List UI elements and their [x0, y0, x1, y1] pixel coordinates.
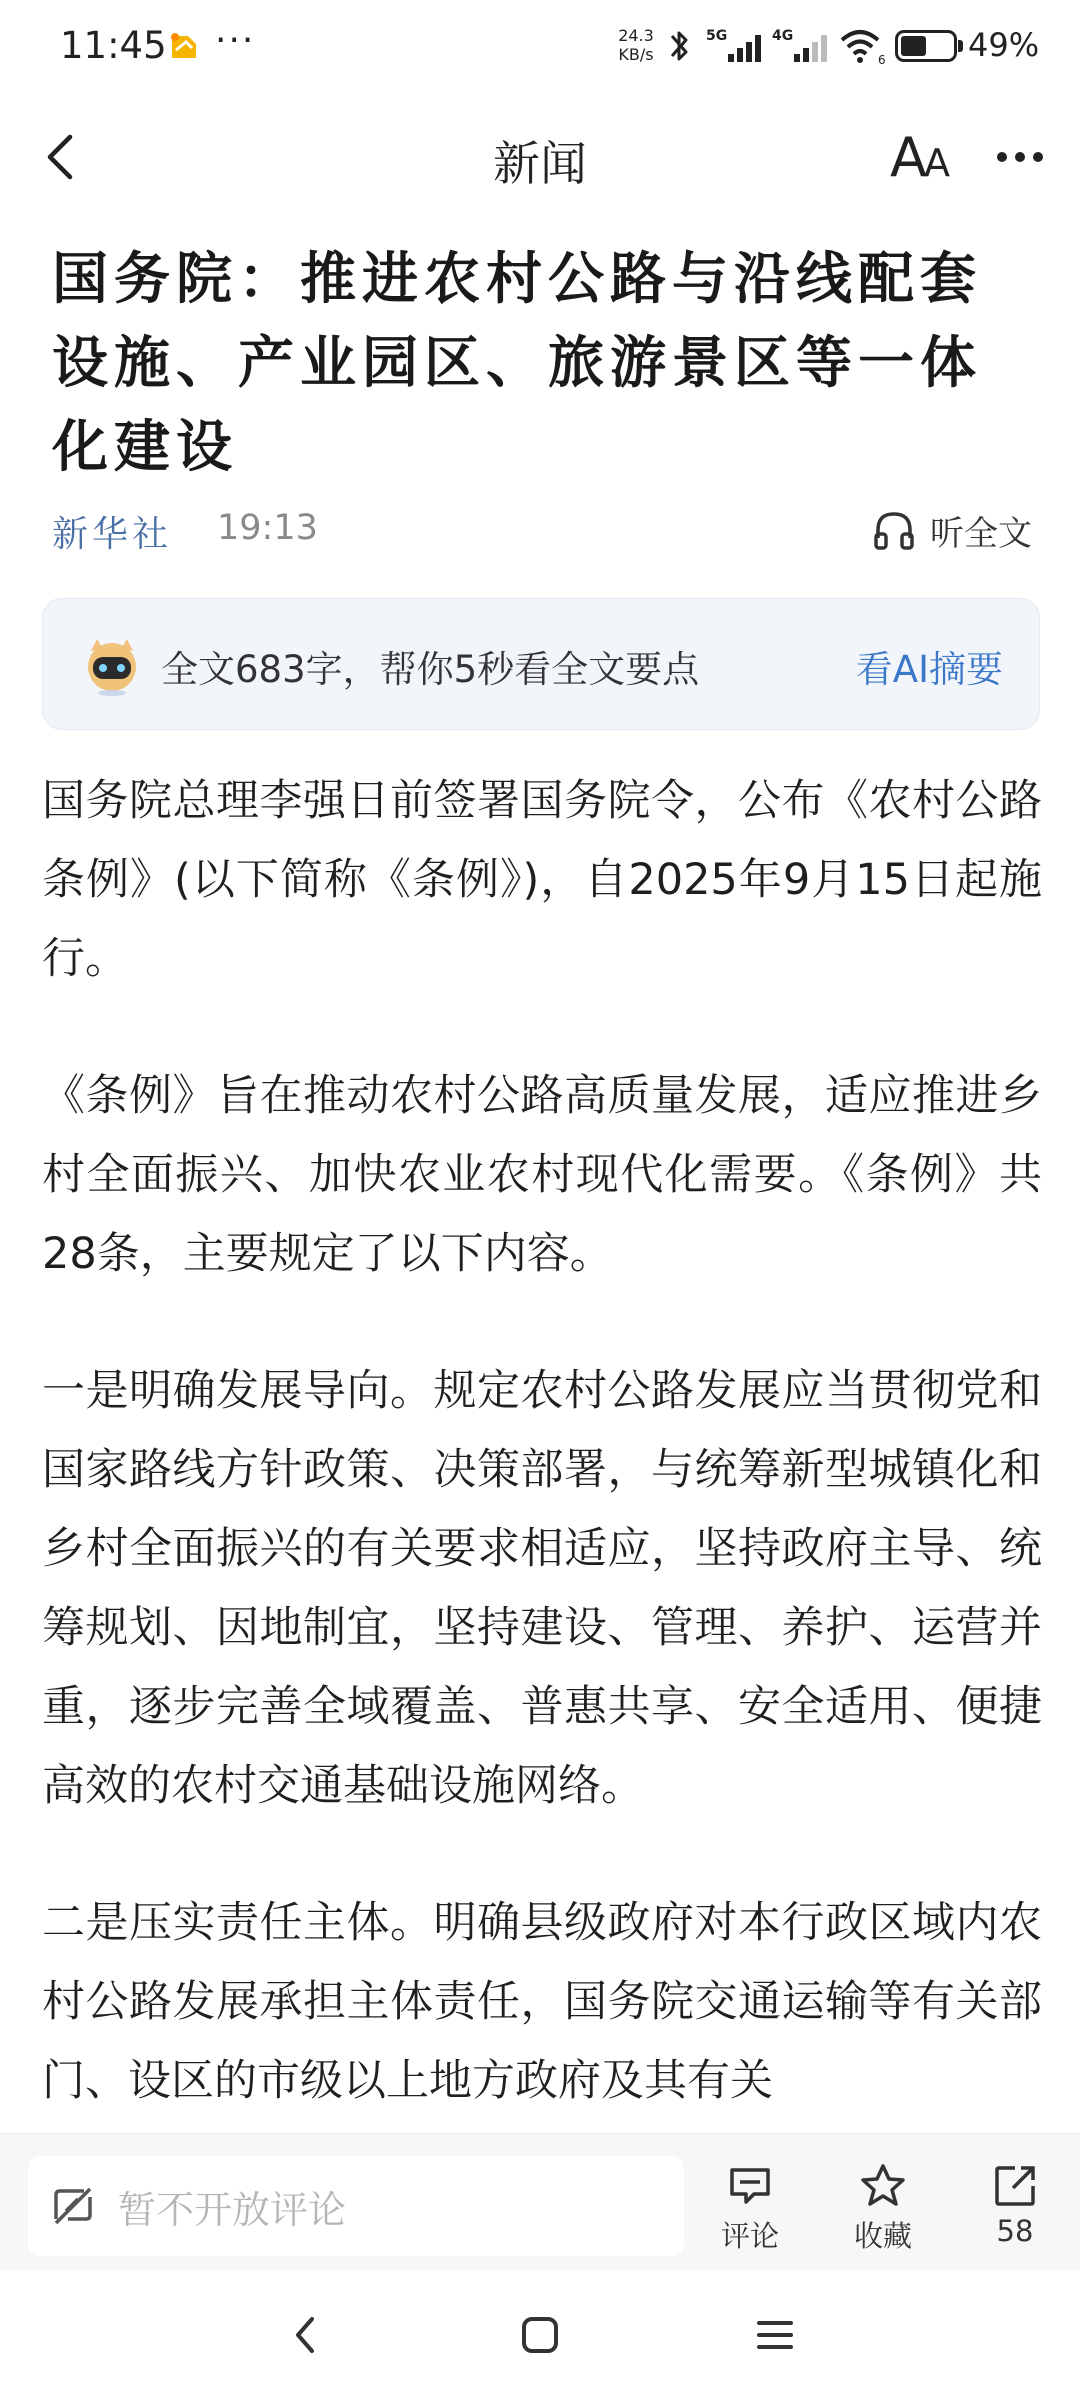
bluetooth-icon: [664, 26, 694, 66]
nav-home-button[interactable]: [500, 2300, 580, 2370]
back-arrow-icon: [42, 131, 78, 183]
comment-button[interactable]: [695, 2162, 805, 2252]
nav-menu-icon: [755, 2315, 795, 2355]
comment-disabled-icon: [50, 2183, 96, 2229]
battery-icon: [895, 30, 957, 62]
ai-summary-card[interactable]: [42, 598, 1040, 730]
star-icon: [859, 2162, 907, 2210]
signal-sim1-icon: [706, 26, 768, 66]
article-title: 国务院：推进农村公路与沿线配套设施、产业园区、旅游景区等一体化建设: [52, 247, 982, 480]
font-size-icon: A: [890, 125, 927, 189]
signal-sim2-icon: [772, 26, 834, 66]
article-paragraph: 二是压实责任主体。明确县级政府对本行政区域内农村公路发展承担主体责任，国务院交通运输等有关部门、设区的市级以上地方政府及其有关: [42, 1898, 1042, 2106]
status-time: 11:45: [60, 24, 167, 67]
battery-percent: 49%: [968, 26, 1040, 64]
wifi-icon: [838, 26, 888, 66]
comment-placeholder: 暂不开放评论: [118, 2187, 347, 2232]
battery-fill: [901, 36, 926, 56]
top-app-bar: [0, 92, 1080, 222]
network-speed-unit: KB/s: [618, 45, 654, 64]
article-source[interactable]: 新华社: [52, 514, 173, 555]
notification-app-icon: [166, 28, 202, 64]
ai-robot-icon: [79, 631, 145, 697]
wifi-badge: 6: [878, 53, 886, 66]
back-button[interactable]: [30, 117, 90, 197]
article-paragraph: 《条例》旨在推动农村公路高质量发展，适应推进乡村全面振兴、加快农业农村现代化需要。《条例》共28条，主要规定了以下内容。: [42, 1071, 1042, 1279]
share-button[interactable]: [960, 2162, 1070, 2252]
sim2-label: 4G: [772, 28, 794, 44]
battery-cap: [958, 40, 963, 52]
share-count: 58: [996, 2214, 1034, 2248]
nav-home-icon: [520, 2315, 560, 2355]
network-speed-value: 24.3: [618, 26, 654, 45]
share-icon: [991, 2162, 1039, 2210]
article-time: 19:13: [217, 508, 318, 548]
page-title: 新闻: [493, 137, 587, 192]
listen-full-text-button[interactable]: [872, 500, 1032, 560]
more-options-button[interactable]: [985, 122, 1055, 192]
ai-summary-text: 全文683字，帮你5秒看全文要点: [161, 648, 700, 691]
font-size-button[interactable]: [885, 122, 955, 192]
font-size-icon-small: A: [923, 141, 950, 185]
bottom-action-bar: [0, 2133, 1080, 2270]
nav-back-button[interactable]: [265, 2300, 345, 2370]
nav-recents-button[interactable]: [735, 2300, 815, 2370]
favorite-label: 收藏: [853, 2219, 912, 2253]
comment-label: 评论: [720, 2219, 779, 2253]
sim1-label: 5G: [706, 28, 728, 44]
nav-back-icon: [290, 2313, 320, 2357]
status-more-icon: ···: [215, 20, 256, 61]
article-paragraph: 国务院总理李强日前签署国务院令，公布《农村公路条例》(以下简称《条例》)，自2025年9月15日起施行。: [42, 776, 1042, 984]
comment-icon: [726, 2162, 774, 2210]
status-bar: [0, 0, 1080, 92]
article-meta: [52, 500, 1032, 560]
favorite-button[interactable]: [828, 2162, 938, 2252]
network-speed: [612, 26, 660, 64]
ai-summary-link[interactable]: 看AI摘要: [855, 648, 1003, 691]
system-nav-bar: [0, 2270, 1080, 2400]
comment-input[interactable]: [28, 2156, 684, 2256]
headphones-icon: [872, 508, 916, 552]
listen-label: 听全文: [930, 513, 1032, 554]
article-body: [42, 762, 1042, 2179]
more-dots-icon: [997, 152, 1007, 162]
article-paragraph: 一是明确发展导向。规定农村公路发展应当贯彻党和国家路线方针政策、决策部署，与统筹新型城镇化和乡村全面振兴的有关要求相适应，坚持政府主导、统筹规划、因地制宜，坚持建设、管理、养护、运营并重，逐步完善全域覆盖、普惠共享、安全适用、便捷高效的农村交通基础设施网络。: [42, 1366, 1042, 1811]
